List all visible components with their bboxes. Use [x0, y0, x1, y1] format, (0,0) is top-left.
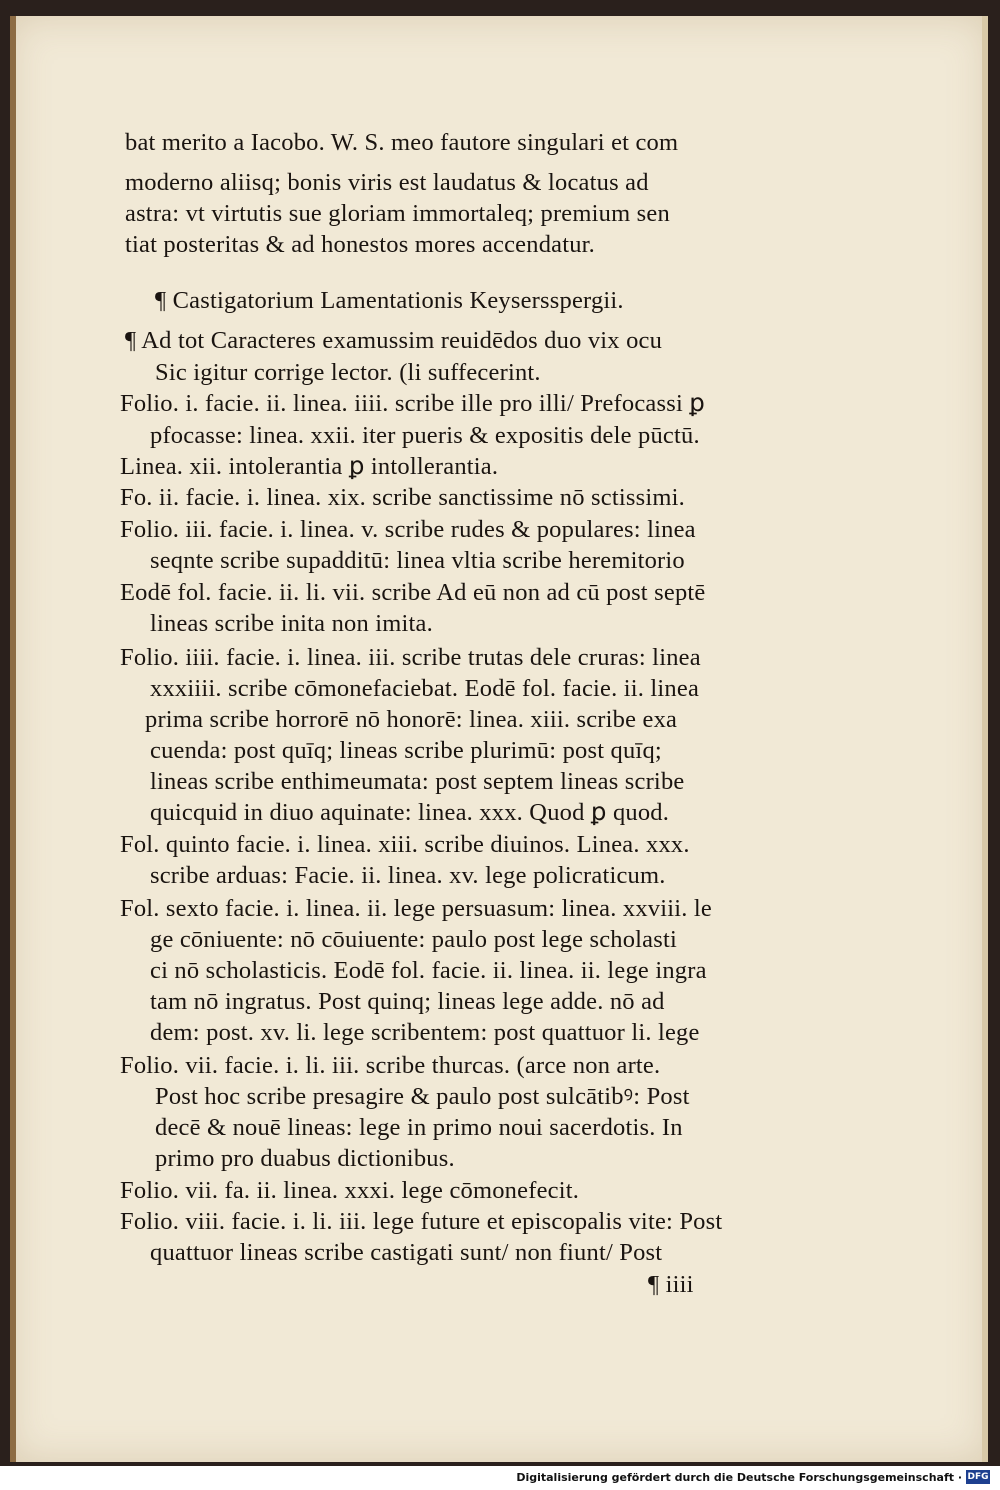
signature-mark: ¶ iiii [648, 1271, 694, 1298]
text-line: pfocasse: linea. xxii. iter pueris & expositis dele pūctū. [150, 422, 700, 449]
text-line: tam nō ingratus. Post quinq; lineas lege adde. nō ad [150, 988, 665, 1015]
text-line: Fol. sexto facie. i. linea. ii. lege persuasum: linea. xxviii. le [120, 895, 713, 922]
text-line: astra: vt virtutis sue gloriam immortaleq; premium sen [125, 200, 670, 227]
text-line: Eodē fol. facie. ii. li. vii. scribe Ad eū non ad cū post septē [120, 579, 706, 606]
text-line: seqnte scribe supadditū: linea vltia scribe heremitorio [150, 547, 685, 574]
text-line: ¶ Ad tot Caracteres examussim reuidēdos duo vix ocu [125, 327, 663, 354]
text-line: quicquid in diuo aquinate: linea. xxx. Quod ꝑ quod. [150, 799, 670, 826]
page-gutter [10, 16, 16, 1462]
text-line: prima scribe horrorē nō honorē: linea. xiii. scribe exa [145, 706, 678, 733]
text-line: Linea. xii. intolerantia ꝑ intollerantia. [120, 453, 499, 480]
text-line: Folio. i. facie. ii. linea. iiii. scribe ille pro illi/ Prefocassi ꝑ [120, 390, 706, 417]
text-line: Fo. ii. facie. i. linea. xix. scribe sanctissime nō sctissimi. [120, 484, 685, 511]
text-line: Folio. viii. facie. i. li. iii. lege future et episcopalis vite: Post [120, 1208, 723, 1235]
text-line: cuenda: post quīq; lineas scribe plurimū: post quīq; [150, 737, 662, 764]
text-line: ci nō scholasticis. Eodē fol. facie. ii. linea. ii. lege ingra [150, 957, 707, 984]
text-line: bat merito a Iacobo. W. S. meo fautore singulari et com [125, 129, 679, 156]
text-line: tiat posteritas & ad honestos mores accendatur. [125, 231, 596, 258]
text-line: Folio. vii. facie. i. li. iii. scribe thurcas. (arce non arte. [120, 1052, 661, 1079]
text-line: Folio. vii. fa. ii. linea. xxxi. lege cōmonefecit. [120, 1177, 580, 1204]
text-line: scribe arduas: Facie. ii. linea. xv. lege policraticum. [150, 862, 666, 889]
text-line: primo pro duabus dictionibus. [155, 1145, 455, 1172]
dfg-logo-icon: DFG [967, 1472, 989, 1482]
text-line: ge cōniuente: nō cōuiuente: paulo post lege scholasti [150, 926, 678, 953]
text-line: decē & nouē lineas: lege in primo noui sacerdotis. In [155, 1114, 683, 1141]
text-line: dem: post. xv. li. lege scribentem: post quattuor li. lege [150, 1019, 700, 1046]
text-line: Post hoc scribe presagire & paulo post sulcātibꝰ: Post [155, 1083, 690, 1110]
footer-credit: Digitalisierung gefördert durch die Deutsche Forschungsgemeinschaft · [516, 1471, 962, 1484]
text-line: Fol. quinto facie. i. linea. xiii. scribe diuinos. Linea. xxx. [120, 831, 690, 858]
text-line: xxxiiii. scribe cōmonefaciebat. Eodē fol. facie. ii. linea [150, 675, 700, 702]
text-line: moderno aliisq; bonis viris est laudatus & locatus ad [125, 169, 649, 196]
text-line: quattuor lineas scribe castigati sunt/ non fiunt/ Post [150, 1239, 663, 1266]
text-line: lineas scribe enthimeumata: post septem lineas scribe [150, 768, 685, 795]
page-right-edge [982, 16, 988, 1462]
section-heading: ¶ Castigatorium Lamentationis Keysersspergii. [155, 287, 624, 314]
text-line: Sic igitur corrige lector. (li suffecerint. [155, 359, 541, 386]
text-line: lineas scribe inita non imita. [150, 610, 433, 637]
footer-bar [0, 1466, 1000, 1490]
text-line: Folio. iii. facie. i. linea. v. scribe rudes & populares: linea [120, 516, 696, 543]
text-line: Folio. iiii. facie. i. linea. iii. scribe trutas dele cruras: linea [120, 644, 701, 671]
